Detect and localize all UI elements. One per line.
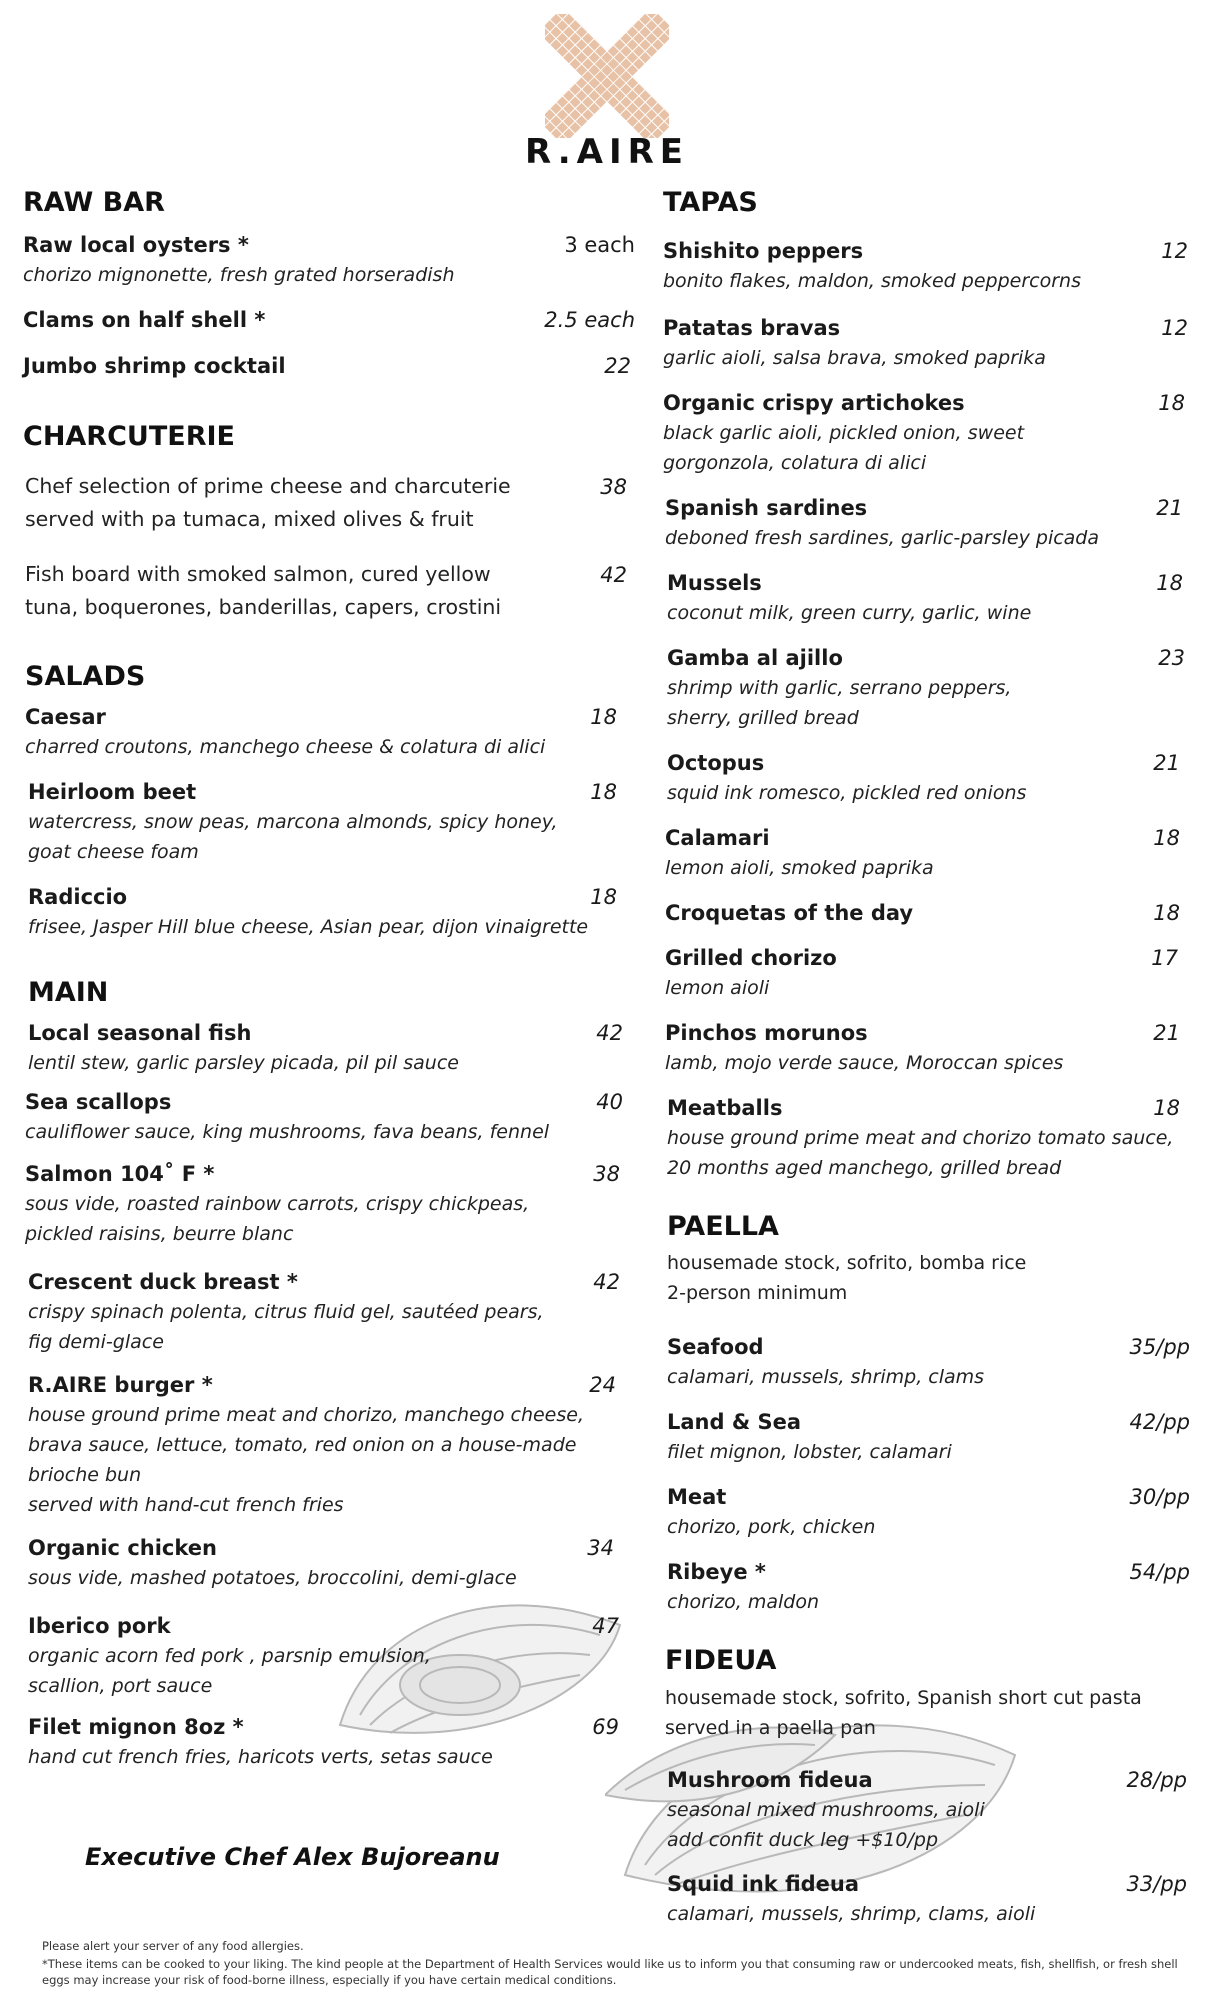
- menu-item: [28, 1533, 614, 1593]
- item-description: goat cheese foam: [28, 841, 199, 863]
- menu-item: [28, 882, 617, 942]
- item-name: Squid ink fideua: [667, 1872, 860, 1896]
- item-price: 42: [600, 563, 627, 587]
- menu-item: [28, 1267, 620, 1357]
- paella-description: housemade stock, sofrito, bomba rice: [667, 1252, 1027, 1274]
- item-name: Patatas bravas: [663, 316, 841, 340]
- menu-item: [667, 1407, 1190, 1467]
- menu-item: [28, 1370, 616, 1520]
- item-name: Sea scallops: [25, 1090, 172, 1114]
- item-price: 69: [592, 1715, 619, 1739]
- item-description: coconut milk, green curry, garlic, wine: [667, 602, 1032, 624]
- item-price: 42/pp: [1129, 1410, 1190, 1434]
- item-price: 18: [590, 885, 617, 909]
- item-name: Organic chicken: [28, 1536, 217, 1560]
- item-name: Caesar: [25, 705, 106, 729]
- item-name: Calamari: [665, 826, 770, 850]
- item-name: Shishito peppers: [663, 239, 864, 263]
- item-description: house ground prime meat and chorizo tomato sauce,: [667, 1127, 1174, 1149]
- item-name: Gamba al ajillo: [667, 646, 843, 670]
- item-name: Organic crispy artichokes: [663, 391, 965, 415]
- fideua-description: housemade stock, sofrito, Spanish short cut pasta: [665, 1687, 1142, 1709]
- item-price: 18: [590, 705, 617, 729]
- item-description: brava sauce, lettuce, tomato, red onion on a house-made: [28, 1434, 577, 1456]
- item-price: 28/pp: [1126, 1768, 1187, 1792]
- item-name: Land & Sea: [667, 1410, 802, 1434]
- menu-item: [25, 1159, 620, 1249]
- item-price: 47: [592, 1614, 619, 1638]
- menu-item: [23, 305, 635, 335]
- item-name: Seafood: [667, 1335, 764, 1359]
- item-line: Fish board with smoked salmon, cured yellow: [25, 562, 491, 586]
- item-description: cauliflower sauce, king mushrooms, fava beans, fennel: [25, 1121, 550, 1143]
- item-description: black garlic aioli, pickled onion, sweet: [663, 422, 1025, 444]
- menu-item: [667, 1332, 1190, 1392]
- item-description: sous vide, mashed potatoes, broccolini, demi-glace: [28, 1567, 517, 1589]
- item-price: 54/pp: [1129, 1560, 1190, 1584]
- item-name: Clams on half shell *: [23, 308, 266, 332]
- item-description: watercress, snow peas, marcona almonds, spicy honey,: [28, 811, 558, 833]
- item-description: squid ink romesco, pickled red onions: [667, 782, 1027, 804]
- item-description: add confit duck leg +$10/pp: [667, 1829, 939, 1851]
- menu-item: [663, 388, 1185, 478]
- paella-heading: PAELLA: [667, 1211, 779, 1242]
- item-price: 21: [1156, 496, 1183, 520]
- item-name: Spanish sardines: [665, 496, 868, 520]
- item-price: 23: [1158, 646, 1185, 670]
- menu-item: [28, 1018, 623, 1078]
- allergy-notice: Please alert your server of any food allergies.: [42, 1939, 304, 1953]
- item-description: calamari, mussels, shrimp, clams, aioli: [667, 1903, 1036, 1925]
- menu-item: [667, 1482, 1190, 1542]
- item-price: 33/pp: [1126, 1872, 1187, 1896]
- item-name: Jumbo shrimp cocktail: [23, 354, 286, 378]
- menu-item: [667, 643, 1185, 733]
- item-description: chorizo, pork, chicken: [667, 1516, 876, 1538]
- menu-item: [25, 1087, 623, 1147]
- fideua-heading: FIDEUA: [665, 1645, 777, 1676]
- menu-item: [25, 470, 627, 536]
- item-description: sherry, grilled bread: [667, 707, 859, 729]
- menu-item: [25, 702, 617, 762]
- menu-item: [28, 1611, 619, 1701]
- raire-x-logo: [545, 14, 669, 138]
- item-description: lemon aioli, smoked paprika: [665, 857, 934, 879]
- item-description: pickled raisins, beurre blanc: [25, 1223, 294, 1245]
- item-description: lamb, mojo verde sauce, Moroccan spices: [665, 1052, 1064, 1074]
- item-price: 38: [600, 475, 627, 499]
- item-name: R.AIRE burger *: [28, 1373, 213, 1397]
- item-name: Ribeye *: [667, 1560, 766, 1584]
- menu-item: [663, 313, 1188, 373]
- item-description: bonito flakes, maldon, smoked peppercorns: [663, 270, 1081, 292]
- item-description: served with hand-cut french fries: [28, 1494, 344, 1516]
- menu-item: [667, 1765, 1187, 1855]
- item-name: Pinchos morunos: [665, 1021, 868, 1045]
- main-heading: MAIN: [28, 977, 109, 1008]
- item-name: Salmon 104˚ F *: [25, 1162, 215, 1186]
- restaurant-name: R.AIRE: [524, 132, 690, 172]
- item-price: 21: [1153, 1021, 1180, 1045]
- item-price: 12: [1161, 239, 1188, 263]
- fideua-serving-note: served in a paella pan: [665, 1717, 876, 1739]
- item-description: gorgonzola, colatura di alici: [663, 452, 927, 474]
- item-price: 35/pp: [1129, 1335, 1190, 1359]
- item-name: Meatballs: [667, 1096, 783, 1120]
- item-name: Heirloom beet: [28, 780, 197, 804]
- item-description: chorizo, maldon: [667, 1591, 820, 1613]
- item-description: brioche bun: [28, 1464, 142, 1486]
- menu-item: [667, 1869, 1187, 1929]
- menu-item: [28, 1712, 619, 1772]
- item-description: calamari, mussels, shrimp, clams: [667, 1366, 985, 1388]
- item-description: sous vide, roasted rainbow carrots, crispy chickpeas,: [25, 1193, 530, 1215]
- item-price: 17: [1151, 946, 1178, 970]
- paella-minimum-note: 2-person minimum: [667, 1282, 848, 1304]
- item-description: shrimp with garlic, serrano peppers,: [667, 677, 1012, 699]
- item-description: lentil stew, garlic parsley picada, pil pil sauce: [28, 1052, 459, 1074]
- item-price: 38: [593, 1162, 620, 1186]
- menu-item: [667, 748, 1180, 808]
- item-description: seasonal mixed mushrooms, aioli: [667, 1799, 985, 1821]
- item-name: Grilled chorizo: [665, 946, 837, 970]
- item-price: 3 each: [564, 233, 635, 257]
- item-description: filet mignon, lobster, calamari: [667, 1441, 952, 1463]
- raw-bar-heading: RAW BAR: [23, 187, 165, 218]
- item-price: 22: [604, 354, 631, 378]
- item-price: 30/pp: [1129, 1485, 1190, 1509]
- item-name: Crescent duck breast *: [28, 1270, 298, 1294]
- item-description: scallion, port sauce: [28, 1675, 213, 1697]
- item-price: 18: [1153, 826, 1180, 850]
- menu-item: [665, 1018, 1180, 1078]
- item-description: chorizo mignonette, fresh grated horseradish: [23, 264, 455, 286]
- menu-item: [663, 236, 1188, 296]
- tapas-heading: TAPAS: [663, 187, 758, 218]
- item-name: Mushroom fideua: [667, 1768, 873, 1792]
- item-price: 40: [596, 1090, 623, 1114]
- item-description: organic acorn fed pork , parsnip emulsion,: [28, 1645, 431, 1667]
- salads-heading: SALADS: [25, 661, 146, 692]
- item-price: 12: [1161, 316, 1188, 340]
- item-description: crispy spinach polenta, citrus fluid gel, sautéed pears,: [28, 1301, 544, 1323]
- item-line: tuna, boquerones, banderillas, capers, crostini: [25, 595, 502, 619]
- item-description: fig demi-glace: [28, 1331, 164, 1353]
- item-description: lemon aioli: [665, 977, 770, 999]
- item-name: Radiccio: [28, 885, 128, 909]
- menu-item: [23, 351, 631, 381]
- item-price: 24: [589, 1373, 616, 1397]
- item-name: Raw local oysters *: [23, 233, 249, 257]
- item-price: 18: [590, 780, 617, 804]
- item-price: 34: [587, 1536, 614, 1560]
- menu-item: [667, 1093, 1180, 1183]
- health-disclaimer: *These items can be cooked to your liking. The kind people at the Department of Health Services would like us to inform you that consuming raw or undercooked meats, fish, shellfish, or fresh shell eggs may increase your risk of food-borne illness, especially if you have certain medical conditions.: [42, 1957, 1178, 1987]
- charcuterie-heading: CHARCUTERIE: [23, 421, 235, 452]
- item-name: Meat: [667, 1485, 727, 1509]
- item-price: 2.5 each: [544, 308, 635, 332]
- item-price: 42: [593, 1270, 620, 1294]
- item-description: hand cut french fries, haricots verts, setas sauce: [28, 1746, 493, 1768]
- item-description: deboned fresh sardines, garlic-parsley picada: [665, 527, 1100, 549]
- executive-chef-credit: Executive Chef Alex Bujoreanu: [85, 1843, 500, 1871]
- item-name: Octopus: [667, 751, 765, 775]
- item-line: Chef selection of prime cheese and charcuterie: [25, 474, 511, 498]
- menu-item: [23, 230, 635, 290]
- item-description: 20 months aged manchego, grilled bread: [667, 1157, 1062, 1179]
- menu-item: [667, 568, 1183, 628]
- item-line: served with pa tumaca, mixed olives & fruit: [25, 507, 474, 531]
- menu-item: [665, 823, 1180, 883]
- item-price: 18: [1153, 901, 1180, 925]
- item-description: charred croutons, manchego cheese & colatura di alici: [25, 736, 546, 758]
- item-name: Croquetas of the day: [665, 901, 914, 925]
- item-price: 18: [1158, 391, 1185, 415]
- item-price: 18: [1156, 571, 1183, 595]
- item-name: Mussels: [667, 571, 762, 595]
- item-name: Local seasonal fish: [28, 1021, 252, 1045]
- item-description: garlic aioli, salsa brava, smoked paprika: [663, 347, 1046, 369]
- item-name: Filet mignon 8oz *: [28, 1715, 244, 1739]
- item-price: 21: [1153, 751, 1180, 775]
- menu-item: [665, 493, 1183, 553]
- item-price: 18: [1153, 1096, 1180, 1120]
- item-description: house ground prime meat and chorizo, manchego cheese,: [28, 1404, 584, 1426]
- menu-item: [665, 898, 1180, 928]
- menu-item: [25, 558, 627, 624]
- menu-item: [667, 1557, 1190, 1617]
- menu-item: [28, 777, 617, 867]
- item-price: 42: [596, 1021, 623, 1045]
- menu-item: [665, 943, 1178, 1003]
- item-name: Iberico pork: [28, 1614, 171, 1638]
- item-description: frisee, Jasper Hill blue cheese, Asian pear, dijon vinaigrette: [28, 916, 589, 938]
